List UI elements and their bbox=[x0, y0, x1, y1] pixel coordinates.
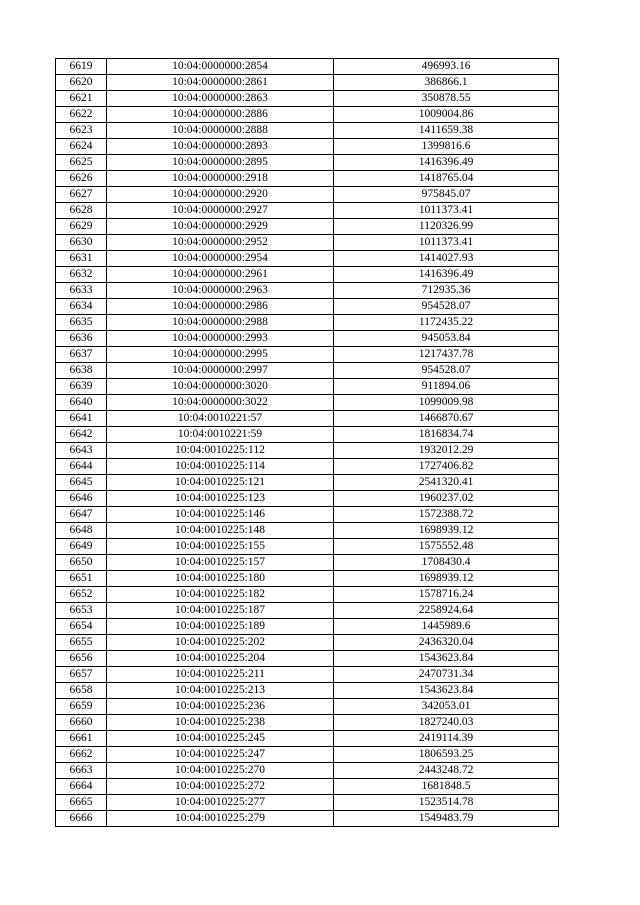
table-row bbox=[56, 587, 559, 603]
cadastral-number-cell: 10:04:0000000:2920 bbox=[107, 187, 334, 203]
cadastral-number-cell: 10:04:0000000:2888 bbox=[107, 123, 334, 139]
cadastral-number-cell: 10:04:0000000:2886 bbox=[107, 107, 334, 123]
table-row bbox=[56, 763, 559, 779]
cadastral-number-cell: 10:04:0000000:2997 bbox=[107, 363, 334, 379]
value-cell: 1960237.02 bbox=[334, 491, 559, 507]
cadastral-number-cell: 10:04:0010225:238 bbox=[107, 715, 334, 731]
row-number-cell: 6626 bbox=[56, 171, 107, 187]
cadastral-number-cell: 10:04:0000000:2863 bbox=[107, 91, 334, 107]
cadastral-number-cell: 10:04:0010225:202 bbox=[107, 635, 334, 651]
row-number-cell: 6644 bbox=[56, 459, 107, 475]
value-cell: 2541320.41 bbox=[334, 475, 559, 491]
value-cell: 2470731.34 bbox=[334, 667, 559, 683]
table-row bbox=[56, 267, 559, 283]
value-cell: 1172435.22 bbox=[334, 315, 559, 331]
table-row bbox=[56, 123, 559, 139]
table-row bbox=[56, 251, 559, 267]
value-cell: 1523514.78 bbox=[334, 795, 559, 811]
value-cell: 1011373.41 bbox=[334, 235, 559, 251]
table-row bbox=[56, 203, 559, 219]
value-cell: 1416396.49 bbox=[334, 155, 559, 171]
table-row bbox=[56, 603, 559, 619]
value-cell: 1416396.49 bbox=[334, 267, 559, 283]
table-row bbox=[56, 427, 559, 443]
row-number-cell: 6664 bbox=[56, 779, 107, 795]
row-number-cell: 6627 bbox=[56, 187, 107, 203]
cadastral-number-cell: 10:04:0010225:279 bbox=[107, 811, 334, 827]
row-number-cell: 6638 bbox=[56, 363, 107, 379]
cadastral-number-cell: 10:04:0000000:2893 bbox=[107, 139, 334, 155]
value-cell: 1414027.93 bbox=[334, 251, 559, 267]
table-row bbox=[56, 747, 559, 763]
value-cell: 1217437.78 bbox=[334, 347, 559, 363]
value-cell: 1727406.82 bbox=[334, 459, 559, 475]
row-number-cell: 6657 bbox=[56, 667, 107, 683]
value-cell: 386866.1 bbox=[334, 75, 559, 91]
row-number-cell: 6655 bbox=[56, 635, 107, 651]
table-row bbox=[56, 539, 559, 555]
cadastral-number-cell: 10:04:0000000:2961 bbox=[107, 267, 334, 283]
cadastral-number-cell: 10:04:0010225:180 bbox=[107, 571, 334, 587]
value-cell: 1399816.6 bbox=[334, 139, 559, 155]
cadastral-number-cell: 10:04:0000000:2854 bbox=[107, 59, 334, 75]
value-cell: 1575552.48 bbox=[334, 539, 559, 555]
cadastral-number-cell: 10:04:0010225:123 bbox=[107, 491, 334, 507]
cadastral-number-cell: 10:04:0010225:211 bbox=[107, 667, 334, 683]
table-row bbox=[56, 651, 559, 667]
table-row bbox=[56, 411, 559, 427]
value-cell: 1418765.04 bbox=[334, 171, 559, 187]
value-cell: 1445989.6 bbox=[334, 619, 559, 635]
cadastral-number-cell: 10:04:0000000:2929 bbox=[107, 219, 334, 235]
table-row bbox=[56, 155, 559, 171]
cadastral-number-cell: 10:04:0000000:3020 bbox=[107, 379, 334, 395]
value-cell: 1411659.38 bbox=[334, 123, 559, 139]
data-table-body bbox=[56, 59, 559, 827]
cadastral-number-cell: 10:04:0010225:204 bbox=[107, 651, 334, 667]
cadastral-number-cell: 10:04:0010225:213 bbox=[107, 683, 334, 699]
value-cell: 1708430.4 bbox=[334, 555, 559, 571]
row-number-cell: 6635 bbox=[56, 315, 107, 331]
row-number-cell: 6631 bbox=[56, 251, 107, 267]
value-cell: 1698939.12 bbox=[334, 571, 559, 587]
value-cell: 1932012.29 bbox=[334, 443, 559, 459]
table-row bbox=[56, 395, 559, 411]
row-number-cell: 6649 bbox=[56, 539, 107, 555]
table-row bbox=[56, 491, 559, 507]
cadastral-number-cell: 10:04:0010225:270 bbox=[107, 763, 334, 779]
value-cell: 2436320.04 bbox=[334, 635, 559, 651]
table-row bbox=[56, 667, 559, 683]
row-number-cell: 6646 bbox=[56, 491, 107, 507]
row-number-cell: 6665 bbox=[56, 795, 107, 811]
row-number-cell: 6632 bbox=[56, 267, 107, 283]
cadastral-number-cell: 10:04:0010225:245 bbox=[107, 731, 334, 747]
table-row bbox=[56, 363, 559, 379]
row-number-cell: 6648 bbox=[56, 523, 107, 539]
table-row bbox=[56, 731, 559, 747]
cadastral-number-cell: 10:04:0000000:2988 bbox=[107, 315, 334, 331]
cadastral-number-cell: 10:04:0000000:2963 bbox=[107, 283, 334, 299]
table-row bbox=[56, 347, 559, 363]
row-number-cell: 6666 bbox=[56, 811, 107, 827]
cadastral-number-cell: 10:04:0010225:155 bbox=[107, 539, 334, 555]
value-cell: 342053.01 bbox=[334, 699, 559, 715]
row-number-cell: 6622 bbox=[56, 107, 107, 123]
row-number-cell: 6629 bbox=[56, 219, 107, 235]
cadastral-number-cell: 10:04:0000000:2993 bbox=[107, 331, 334, 347]
value-cell: 1827240.03 bbox=[334, 715, 559, 731]
value-cell: 1681848.5 bbox=[334, 779, 559, 795]
row-number-cell: 6659 bbox=[56, 699, 107, 715]
table-row bbox=[56, 683, 559, 699]
table-row bbox=[56, 107, 559, 123]
row-number-cell: 6645 bbox=[56, 475, 107, 491]
value-cell: 2419114.39 bbox=[334, 731, 559, 747]
cadastral-number-cell: 10:04:0010221:57 bbox=[107, 411, 334, 427]
cadastral-number-cell: 10:04:0000000:2952 bbox=[107, 235, 334, 251]
table-row bbox=[56, 619, 559, 635]
table-row bbox=[56, 235, 559, 251]
cadastral-number-cell: 10:04:0010221:59 bbox=[107, 427, 334, 443]
row-number-cell: 6621 bbox=[56, 91, 107, 107]
value-cell: 954528.07 bbox=[334, 299, 559, 315]
table-row bbox=[56, 507, 559, 523]
row-number-cell: 6625 bbox=[56, 155, 107, 171]
value-cell: 1572388.72 bbox=[334, 507, 559, 523]
value-cell: 1011373.41 bbox=[334, 203, 559, 219]
table-row bbox=[56, 171, 559, 187]
row-number-cell: 6639 bbox=[56, 379, 107, 395]
row-number-cell: 6651 bbox=[56, 571, 107, 587]
cadastral-number-cell: 10:04:0010225:112 bbox=[107, 443, 334, 459]
value-cell: 1120326.99 bbox=[334, 219, 559, 235]
value-cell: 2258924.64 bbox=[334, 603, 559, 619]
value-cell: 1543623.84 bbox=[334, 683, 559, 699]
table-row bbox=[56, 555, 559, 571]
table-row bbox=[56, 811, 559, 827]
value-cell: 1698939.12 bbox=[334, 523, 559, 539]
row-number-cell: 6653 bbox=[56, 603, 107, 619]
row-number-cell: 6641 bbox=[56, 411, 107, 427]
table-row bbox=[56, 283, 559, 299]
row-number-cell: 6634 bbox=[56, 299, 107, 315]
cadastral-number-cell: 10:04:0000000:2861 bbox=[107, 75, 334, 91]
value-cell: 1806593.25 bbox=[334, 747, 559, 763]
table-row bbox=[56, 219, 559, 235]
cadastral-number-cell: 10:04:0010225:182 bbox=[107, 587, 334, 603]
cadastral-number-cell: 10:04:0010225:277 bbox=[107, 795, 334, 811]
value-cell: 1466870.67 bbox=[334, 411, 559, 427]
row-number-cell: 6619 bbox=[56, 59, 107, 75]
cadastral-number-cell: 10:04:0000000:2895 bbox=[107, 155, 334, 171]
row-number-cell: 6650 bbox=[56, 555, 107, 571]
value-cell: 954528.07 bbox=[334, 363, 559, 379]
cadastral-number-cell: 10:04:0010225:157 bbox=[107, 555, 334, 571]
table-row bbox=[56, 795, 559, 811]
table-row bbox=[56, 59, 559, 75]
value-cell: 2443248.72 bbox=[334, 763, 559, 779]
table-row bbox=[56, 91, 559, 107]
cadastral-number-cell: 10:04:0000000:2954 bbox=[107, 251, 334, 267]
row-number-cell: 6624 bbox=[56, 139, 107, 155]
cadastral-number-cell: 10:04:0000000:2995 bbox=[107, 347, 334, 363]
value-cell: 945053.84 bbox=[334, 331, 559, 347]
value-cell: 1543623.84 bbox=[334, 651, 559, 667]
row-number-cell: 6658 bbox=[56, 683, 107, 699]
table-row bbox=[56, 459, 559, 475]
table-row bbox=[56, 475, 559, 491]
table-row bbox=[56, 331, 559, 347]
row-number-cell: 6642 bbox=[56, 427, 107, 443]
cadastral-number-cell: 10:04:0000000:2927 bbox=[107, 203, 334, 219]
row-number-cell: 6660 bbox=[56, 715, 107, 731]
value-cell: 911894.06 bbox=[334, 379, 559, 395]
table-row bbox=[56, 699, 559, 715]
value-cell: 1578716.24 bbox=[334, 587, 559, 603]
value-cell: 496993.16 bbox=[334, 59, 559, 75]
value-cell: 1009004.86 bbox=[334, 107, 559, 123]
cadastral-number-cell: 10:04:0010225:272 bbox=[107, 779, 334, 795]
table-row bbox=[56, 571, 559, 587]
cadastral-number-cell: 10:04:0010225:121 bbox=[107, 475, 334, 491]
cadastral-number-cell: 10:04:0010225:189 bbox=[107, 619, 334, 635]
table-row bbox=[56, 523, 559, 539]
table-row bbox=[56, 139, 559, 155]
value-cell: 1816834.74 bbox=[334, 427, 559, 443]
table-row bbox=[56, 299, 559, 315]
data-table bbox=[55, 58, 559, 827]
row-number-cell: 6630 bbox=[56, 235, 107, 251]
table-row bbox=[56, 715, 559, 731]
cadastral-number-cell: 10:04:0010225:148 bbox=[107, 523, 334, 539]
cadastral-number-cell: 10:04:0000000:2986 bbox=[107, 299, 334, 315]
value-cell: 350878.55 bbox=[334, 91, 559, 107]
table-row bbox=[56, 315, 559, 331]
row-number-cell: 6628 bbox=[56, 203, 107, 219]
cadastral-number-cell: 10:04:0010225:247 bbox=[107, 747, 334, 763]
table-row bbox=[56, 779, 559, 795]
row-number-cell: 6636 bbox=[56, 331, 107, 347]
value-cell: 712935.36 bbox=[334, 283, 559, 299]
cadastral-number-cell: 10:04:0010225:146 bbox=[107, 507, 334, 523]
row-number-cell: 6663 bbox=[56, 763, 107, 779]
row-number-cell: 6652 bbox=[56, 587, 107, 603]
table-row bbox=[56, 635, 559, 651]
row-number-cell: 6633 bbox=[56, 283, 107, 299]
value-cell: 975845.07 bbox=[334, 187, 559, 203]
row-number-cell: 6662 bbox=[56, 747, 107, 763]
value-cell: 1099009.98 bbox=[334, 395, 559, 411]
cadastral-number-cell: 10:04:0010225:236 bbox=[107, 699, 334, 715]
cadastral-number-cell: 10:04:0010225:114 bbox=[107, 459, 334, 475]
row-number-cell: 6647 bbox=[56, 507, 107, 523]
cadastral-number-cell: 10:04:0000000:2918 bbox=[107, 171, 334, 187]
table-row bbox=[56, 187, 559, 203]
row-number-cell: 6620 bbox=[56, 75, 107, 91]
table-row bbox=[56, 75, 559, 91]
row-number-cell: 6654 bbox=[56, 619, 107, 635]
value-cell: 1549483.79 bbox=[334, 811, 559, 827]
row-number-cell: 6656 bbox=[56, 651, 107, 667]
row-number-cell: 6637 bbox=[56, 347, 107, 363]
row-number-cell: 6640 bbox=[56, 395, 107, 411]
row-number-cell: 6661 bbox=[56, 731, 107, 747]
row-number-cell: 6623 bbox=[56, 123, 107, 139]
cadastral-number-cell: 10:04:0000000:3022 bbox=[107, 395, 334, 411]
row-number-cell: 6643 bbox=[56, 443, 107, 459]
table-row bbox=[56, 443, 559, 459]
table-row bbox=[56, 379, 559, 395]
cadastral-number-cell: 10:04:0010225:187 bbox=[107, 603, 334, 619]
